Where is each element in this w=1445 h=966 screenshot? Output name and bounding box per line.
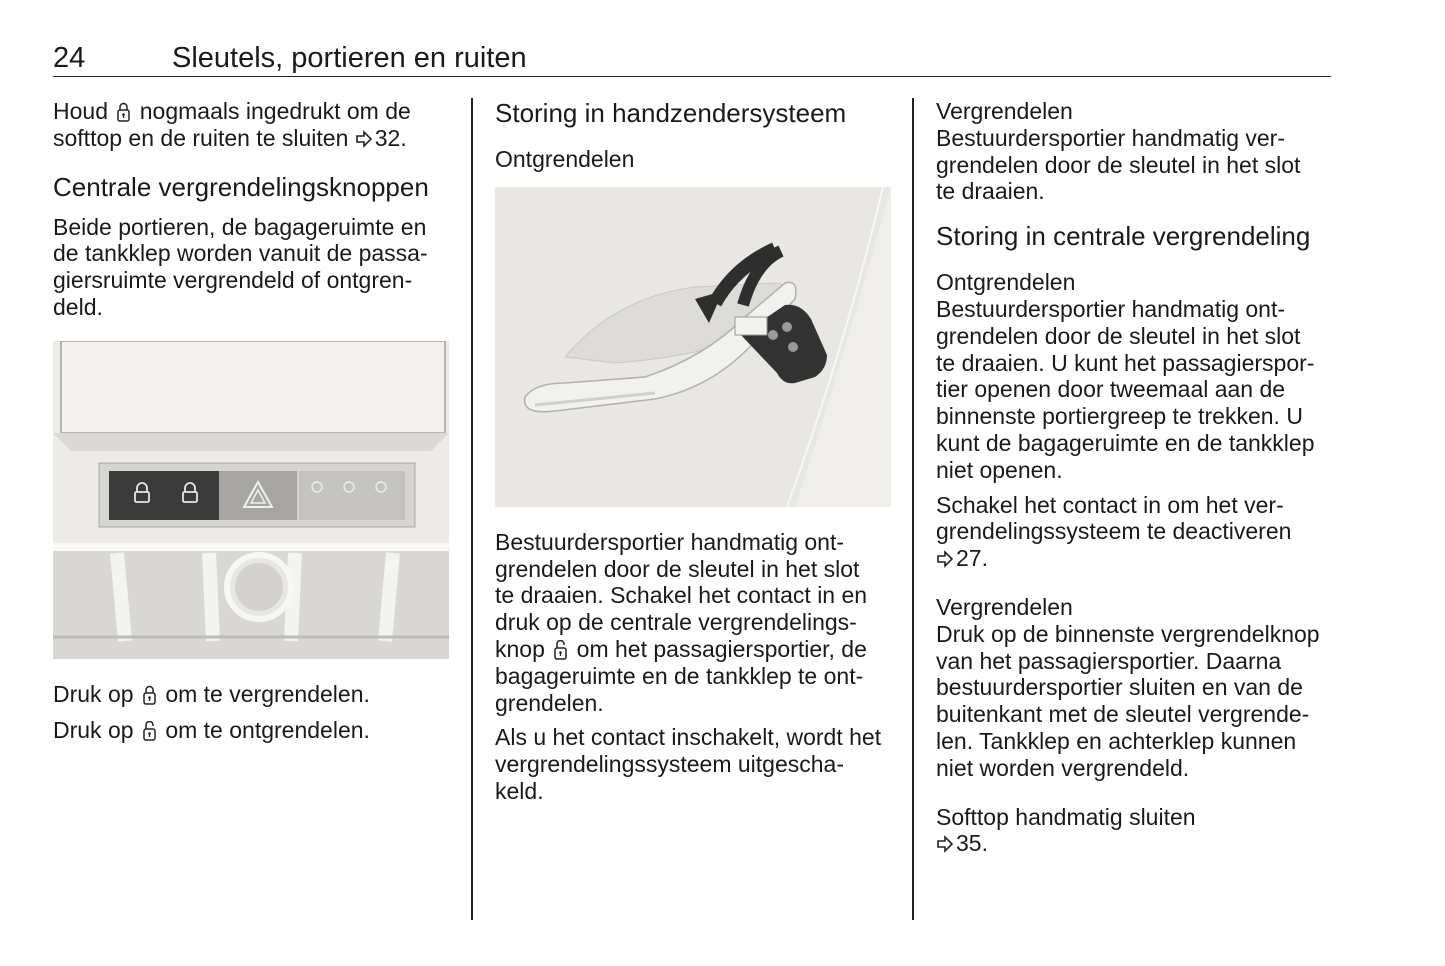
reference-arrow-icon [936, 550, 954, 568]
subheading: Vergrendelen [936, 98, 1073, 124]
handtransmitter-unlock-paragraph: Bestuurdersportier handmatig ont- grendelen door de sleutel in het slot te draaien. Schakel het contact in en druk op de centrale vergrendelings- knop om het passagiersportier, de bagageruimte en de tankklep te ont- grendelen. [495, 528, 868, 716]
lock-icon [143, 685, 156, 705]
subheading: Ontgrendelen [495, 146, 635, 172]
lock-icon [117, 102, 130, 122]
subheading: Softtop handmatig sluiten [936, 803, 1196, 830]
softtop-reference: 35. [936, 830, 1334, 857]
central-locking-paragraph: Beide portieren, de bagageruimte en de tankklep worden vanuit de passa- giersruimte vergrendeld of ontgren- deld. [53, 213, 428, 320]
central-locking-fault-unlock-paragraph: Bestuurdersportier handmatig ont- grendelen door de sleutel in het slot te draaien. U kunt het passagierspor- tier openen door tweemaal aan de binnenste portiergreep te trekken. U kunt de bagageruimte en de tankklep niet openen. [936, 295, 1315, 483]
section-heading: Centrale vergrendelingsknoppen [53, 171, 429, 202]
column-left [53, 98, 451, 743]
section-heading: Storing in handzendersysteem [495, 98, 847, 128]
deactivate-paragraph: Schakel het contact in om het ver- grendelingssysteem te deactiveren 27. [936, 491, 1292, 572]
page-number: 24 [53, 42, 86, 74]
section-heading: Storing in centrale vergrendeling [936, 221, 1311, 252]
manual-lock-paragraph: Bestuurdersportier handmatig ver- grendelen door de sleutel in het slot te draaien. [936, 124, 1301, 205]
ignition-paragraph: Als u het contact inschakelt, wordt het vergrendelingssysteem uitgescha- keld. [495, 724, 882, 804]
reference-arrow-icon [355, 130, 373, 148]
subheading: Ontgrendelen [936, 269, 1076, 296]
unlock-icon [143, 721, 156, 741]
column-middle [495, 98, 891, 805]
column-right [936, 98, 1334, 857]
column-divider [471, 98, 473, 920]
reference-arrow-icon [936, 835, 954, 853]
subheading: Vergrendelen [936, 593, 1073, 620]
chapter-title: Sleutels, portieren en ruiten [172, 42, 527, 74]
central-locking-buttons-figure [53, 341, 449, 659]
dashboard-illustration [53, 341, 449, 659]
column-divider [912, 98, 914, 920]
fault-lock-paragraph: Druk op de binnenste vergrendelknop van het passagiersportier. Daarna bestuurdersportier sluiten en van de buitenkant met de sleutel vergrende- len. Tankklep en achterklep kunnen niet worden vergrendeld. [936, 620, 1320, 781]
lock-instruction: Druk op om te vergrendelen. [53, 680, 370, 707]
softtop-paragraph: Houd nogmaals ingedrukt om de softtop en de ruiten te sluiten 32. [53, 98, 411, 151]
lock-buttons [109, 471, 219, 520]
door-handle-illustration [495, 187, 891, 507]
unlock-icon [554, 640, 567, 660]
page-header [53, 40, 1331, 77]
unlock-instruction: Druk op om te ontgrendelen. [53, 716, 370, 743]
door-handle-key-figure [495, 187, 891, 507]
